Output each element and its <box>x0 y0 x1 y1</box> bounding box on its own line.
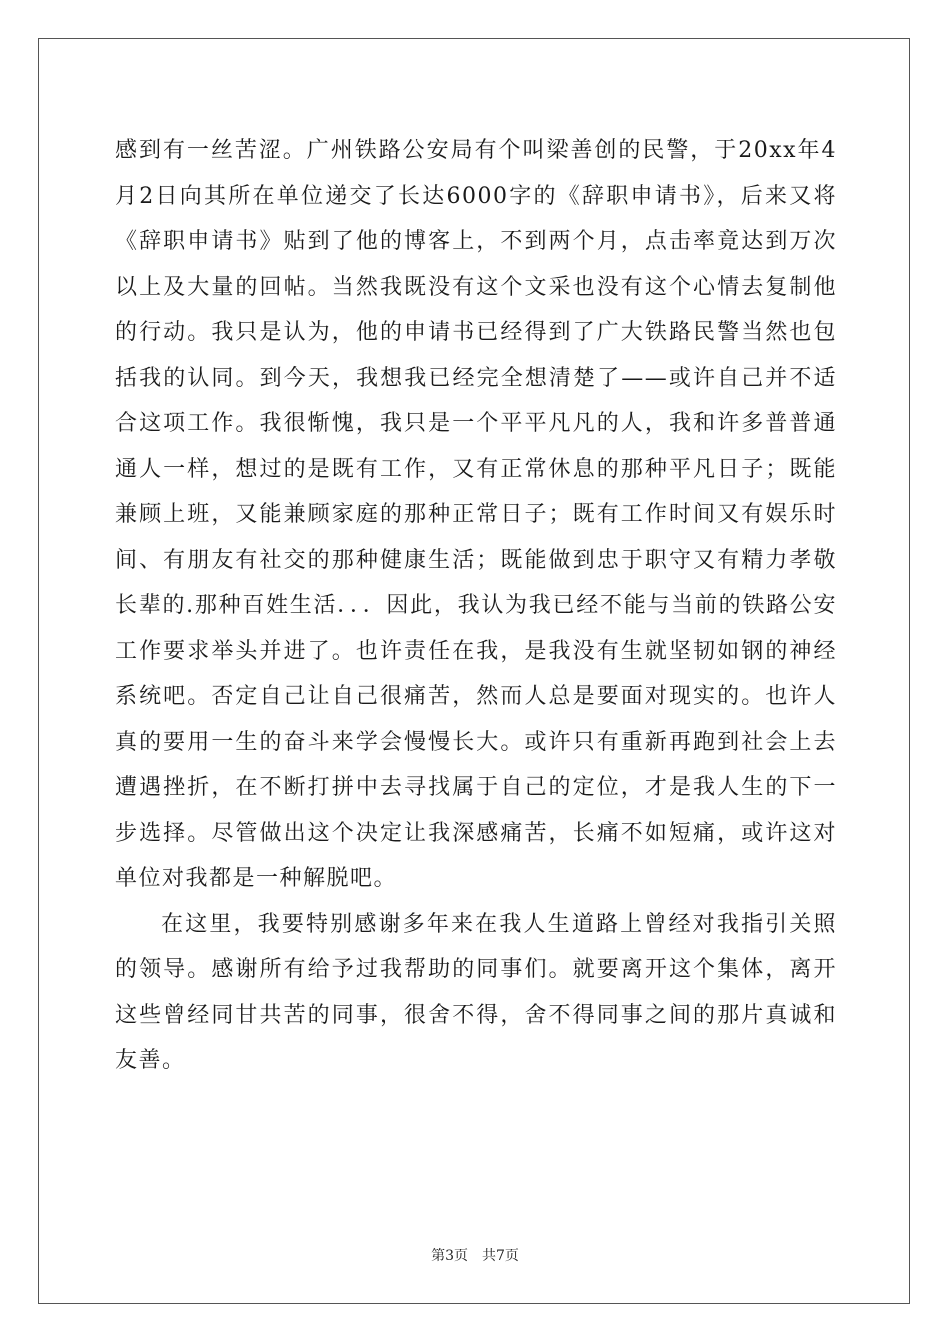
paragraph-2: 在这里，我要特别感谢多年来在我人生道路上曾经对我指引关照的领导。感谢所有给予过我帮助的同事们。就要离开这个集体，离开这些曾经同甘共苦的同事，很舍不得，舍不得同事之间的那片真诚和友善。 <box>115 911 837 1073</box>
paragraph-1: 感到有一丝苦涩。广州铁路公安局有个叫梁善创的民警，于20xx年4月2日向其所在单位递交了长达6000字的《辞职申请书》，后来又将《辞职申请书》贴到了他的博客上，不到两个月，点击率竟达到万次以上及大量的回帖。当然我既没有这个文采也没有这个心情去复制他的行动。我只是认为，他的申请书已经得到了广大铁路民警当然也包括我的认同。到今天，我想我已经完全想清楚了——或许自己并不适合这项工作。我很惭愧，我只是一个平平凡凡的人，我和许多普普通通人一样，想过的是既有工作，又有正常休息的那种平凡日子；既能兼顾上班，又能兼顾家庭的那种正常日子；既有工作时间又有娱乐时间、有朋友有社交的那种健康生活；既能做到忠于职守又有精力孝敬长辈的.那种百姓生活．．．因此，我认为我已经不能与当前的铁路公安工作要求举头并进了。也许责任在我，是我没有生就坚韧如钢的神经系统吧。否定自己让自己很痛苦，然而人总是要面对现实的。也许人真的要用一生的奋斗来学会慢慢长大。或许只有重新再跑到社会上去遭遇挫折，在不断打拼中去寻找属于自己的定位，才是我人生的下一步选择。尽管做出这个决定让我深感痛苦，长痛不如短痛，或许这对单位对我都是一种解脱吧。 <box>115 138 837 891</box>
page-number: 第3页 共7页 <box>431 1248 519 1264</box>
document-body <box>115 128 837 1084</box>
